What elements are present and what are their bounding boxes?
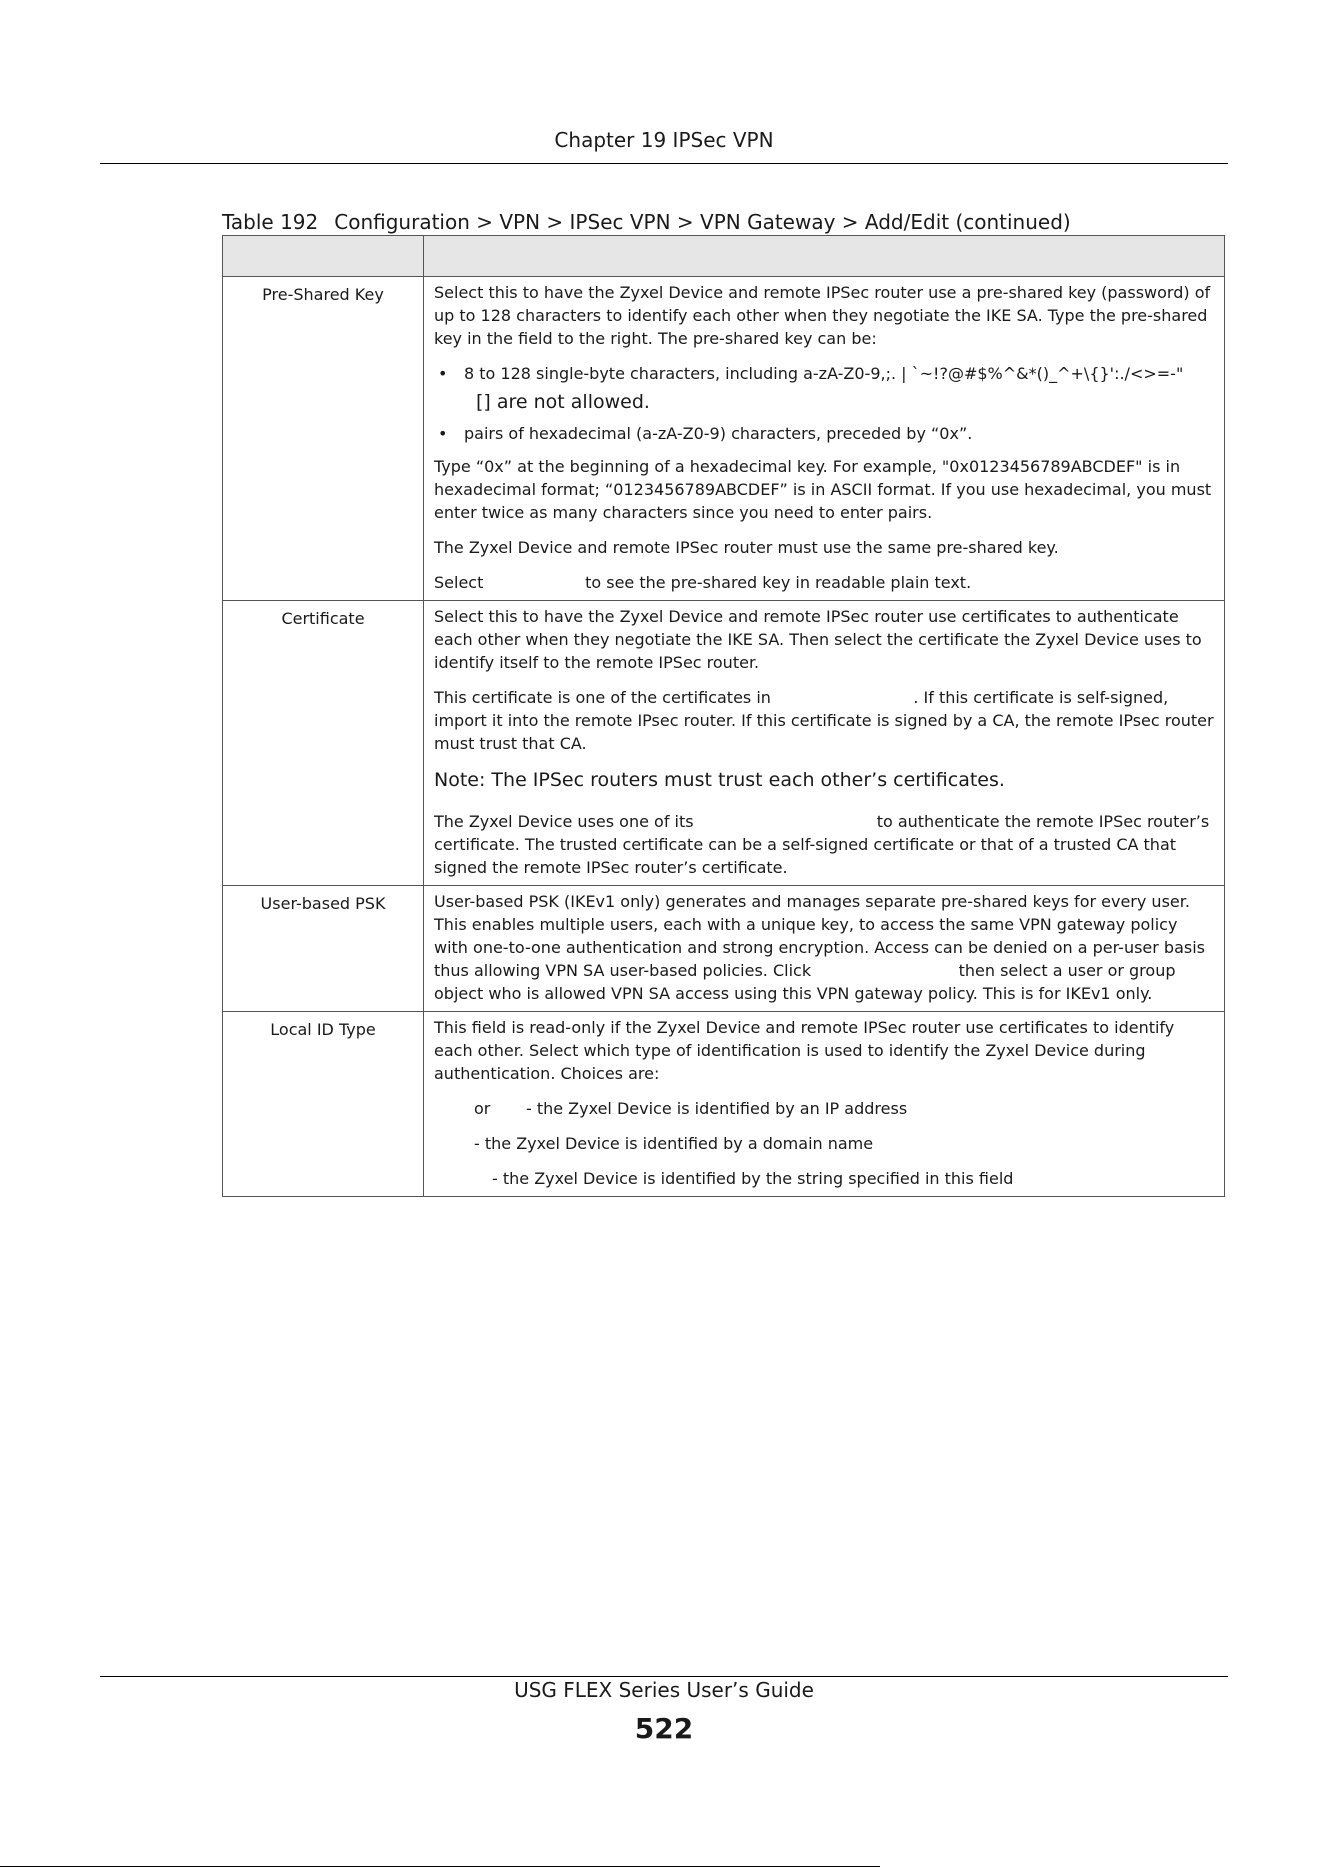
choice-item: or - the Zyxel Device is identified by an IP address — [474, 1099, 908, 1118]
bullet-subtext: [] are not allowed. — [476, 391, 650, 413]
chapter-header: Chapter 19 IPSec VPN — [554, 128, 774, 152]
description-paragraph: Select to see the pre-shared key in readable plain text. — [434, 573, 972, 592]
table-row-certificate — [223, 601, 1225, 886]
footer-divider — [100, 1676, 1228, 1677]
row-label: User-based PSK — [223, 886, 424, 1012]
table-header-description-cell — [424, 236, 1225, 277]
row-description — [424, 886, 1225, 1012]
footer-title: USG FLEX Series User’s Guide — [514, 1678, 814, 1702]
description-paragraph: This field is read-only if the Zyxel Device and remote IPSec router use certificates to identify each other. Select which type of identification is used to identify the Zyxel Device during authentication. Choices are: — [434, 1018, 1175, 1083]
table-caption-number: Table 192 — [222, 210, 319, 234]
table-header-row — [223, 236, 1225, 277]
table-caption-text: Configuration > VPN > IPSec VPN > VPN Gateway > Add/Edit (continued) — [334, 210, 1071, 234]
bullet-text: 8 to 128 single-byte characters, including a-zA-Z0-9,;. | `~!?@#$%^&*()_^+\{}':./<>=-" — [464, 364, 1184, 383]
header-divider — [100, 163, 1228, 164]
bullet-text: pairs of hexadecimal (a-zA-Z0-9) characters, preceded by “0x”. — [464, 424, 973, 443]
bullet-icon: • — [438, 424, 448, 443]
bullet-list — [434, 362, 1214, 445]
page-number: 522 — [634, 1712, 694, 1745]
description-paragraph: Type “0x” at the beginning of a hexadecimal key. For example, "0x0123456789ABCDEF" is in hexadecimal format; “0123456789ABCDEF” is in ASCII format. If you use hexadecimal, you must enter twice as many characters since you need to enter pairs. — [434, 457, 1212, 522]
row-label: Certificate — [223, 601, 424, 886]
field-description-table — [222, 235, 1225, 1197]
row-description — [424, 601, 1225, 886]
table-caption — [222, 210, 1071, 234]
description-paragraph: The Zyxel Device uses one of its to authenticate the remote IPSec router’s certificate. The trusted certificate can be a self-signed certificate or that of a trusted CA that signed the remote IPSec router’s certificate. — [434, 812, 1215, 877]
field-description-table-wrapper — [222, 235, 1225, 1197]
row-description — [424, 1012, 1225, 1197]
description-paragraph: User-based PSK (IKEv1 only) generates and manages separate pre-shared keys for every user. This enables multiple users, each with a unique key, to access the same VPN gateway policy with one-to-one authentication and strong encryption. Access can be denied on a per-user basis thus allowing VPN SA user-based policies. Click then select a user or group object who is allowed VPN SA access using this VPN gateway policy. This is for IKEv1 only. — [434, 892, 1211, 1003]
bullet-item — [434, 362, 1214, 414]
choice-item: - the Zyxel Device is identified by a domain name — [474, 1134, 874, 1153]
description-paragraph: This certificate is one of the certificates in . If this certificate is self-signed, import it into the remote IPsec router. If this certificate is signed by a CA, the remote IPsec router must trust that CA. — [434, 688, 1219, 753]
choice-item: - the Zyxel Device is identified by the string specified in this field — [492, 1169, 1014, 1188]
description-paragraph: Select this to have the Zyxel Device and remote IPSec router use certificates to authenticate each other when they negotiate the IKE SA. Then select the certificate the Zyxel Device uses to identify itself to the remote IPSec router. — [434, 607, 1202, 672]
row-label: Local ID Type — [223, 1012, 424, 1197]
bottom-divider — [0, 1866, 880, 1867]
description-paragraph: The Zyxel Device and remote IPSec router must use the same pre-shared key. — [434, 538, 1059, 557]
row-label: Pre-Shared Key — [223, 277, 424, 601]
description-paragraph: Select this to have the Zyxel Device and remote IPSec router use a pre-shared key (password) of up to 128 characters to identify each other when they negotiate the IKE SA. Type the pre-shared key in the field to the right. The pre-shared key can be: — [434, 283, 1211, 348]
table-row-user-based-psk — [223, 886, 1225, 1012]
bullet-icon: • — [438, 364, 448, 383]
bullet-item — [434, 422, 1214, 445]
table-header-label-cell — [223, 236, 424, 277]
table-row-pre-shared-key — [223, 277, 1225, 601]
note-text: Note: The IPSec routers must trust each other’s certificates. — [434, 769, 1005, 791]
table-row-local-id-type — [223, 1012, 1225, 1197]
row-description — [424, 277, 1225, 601]
